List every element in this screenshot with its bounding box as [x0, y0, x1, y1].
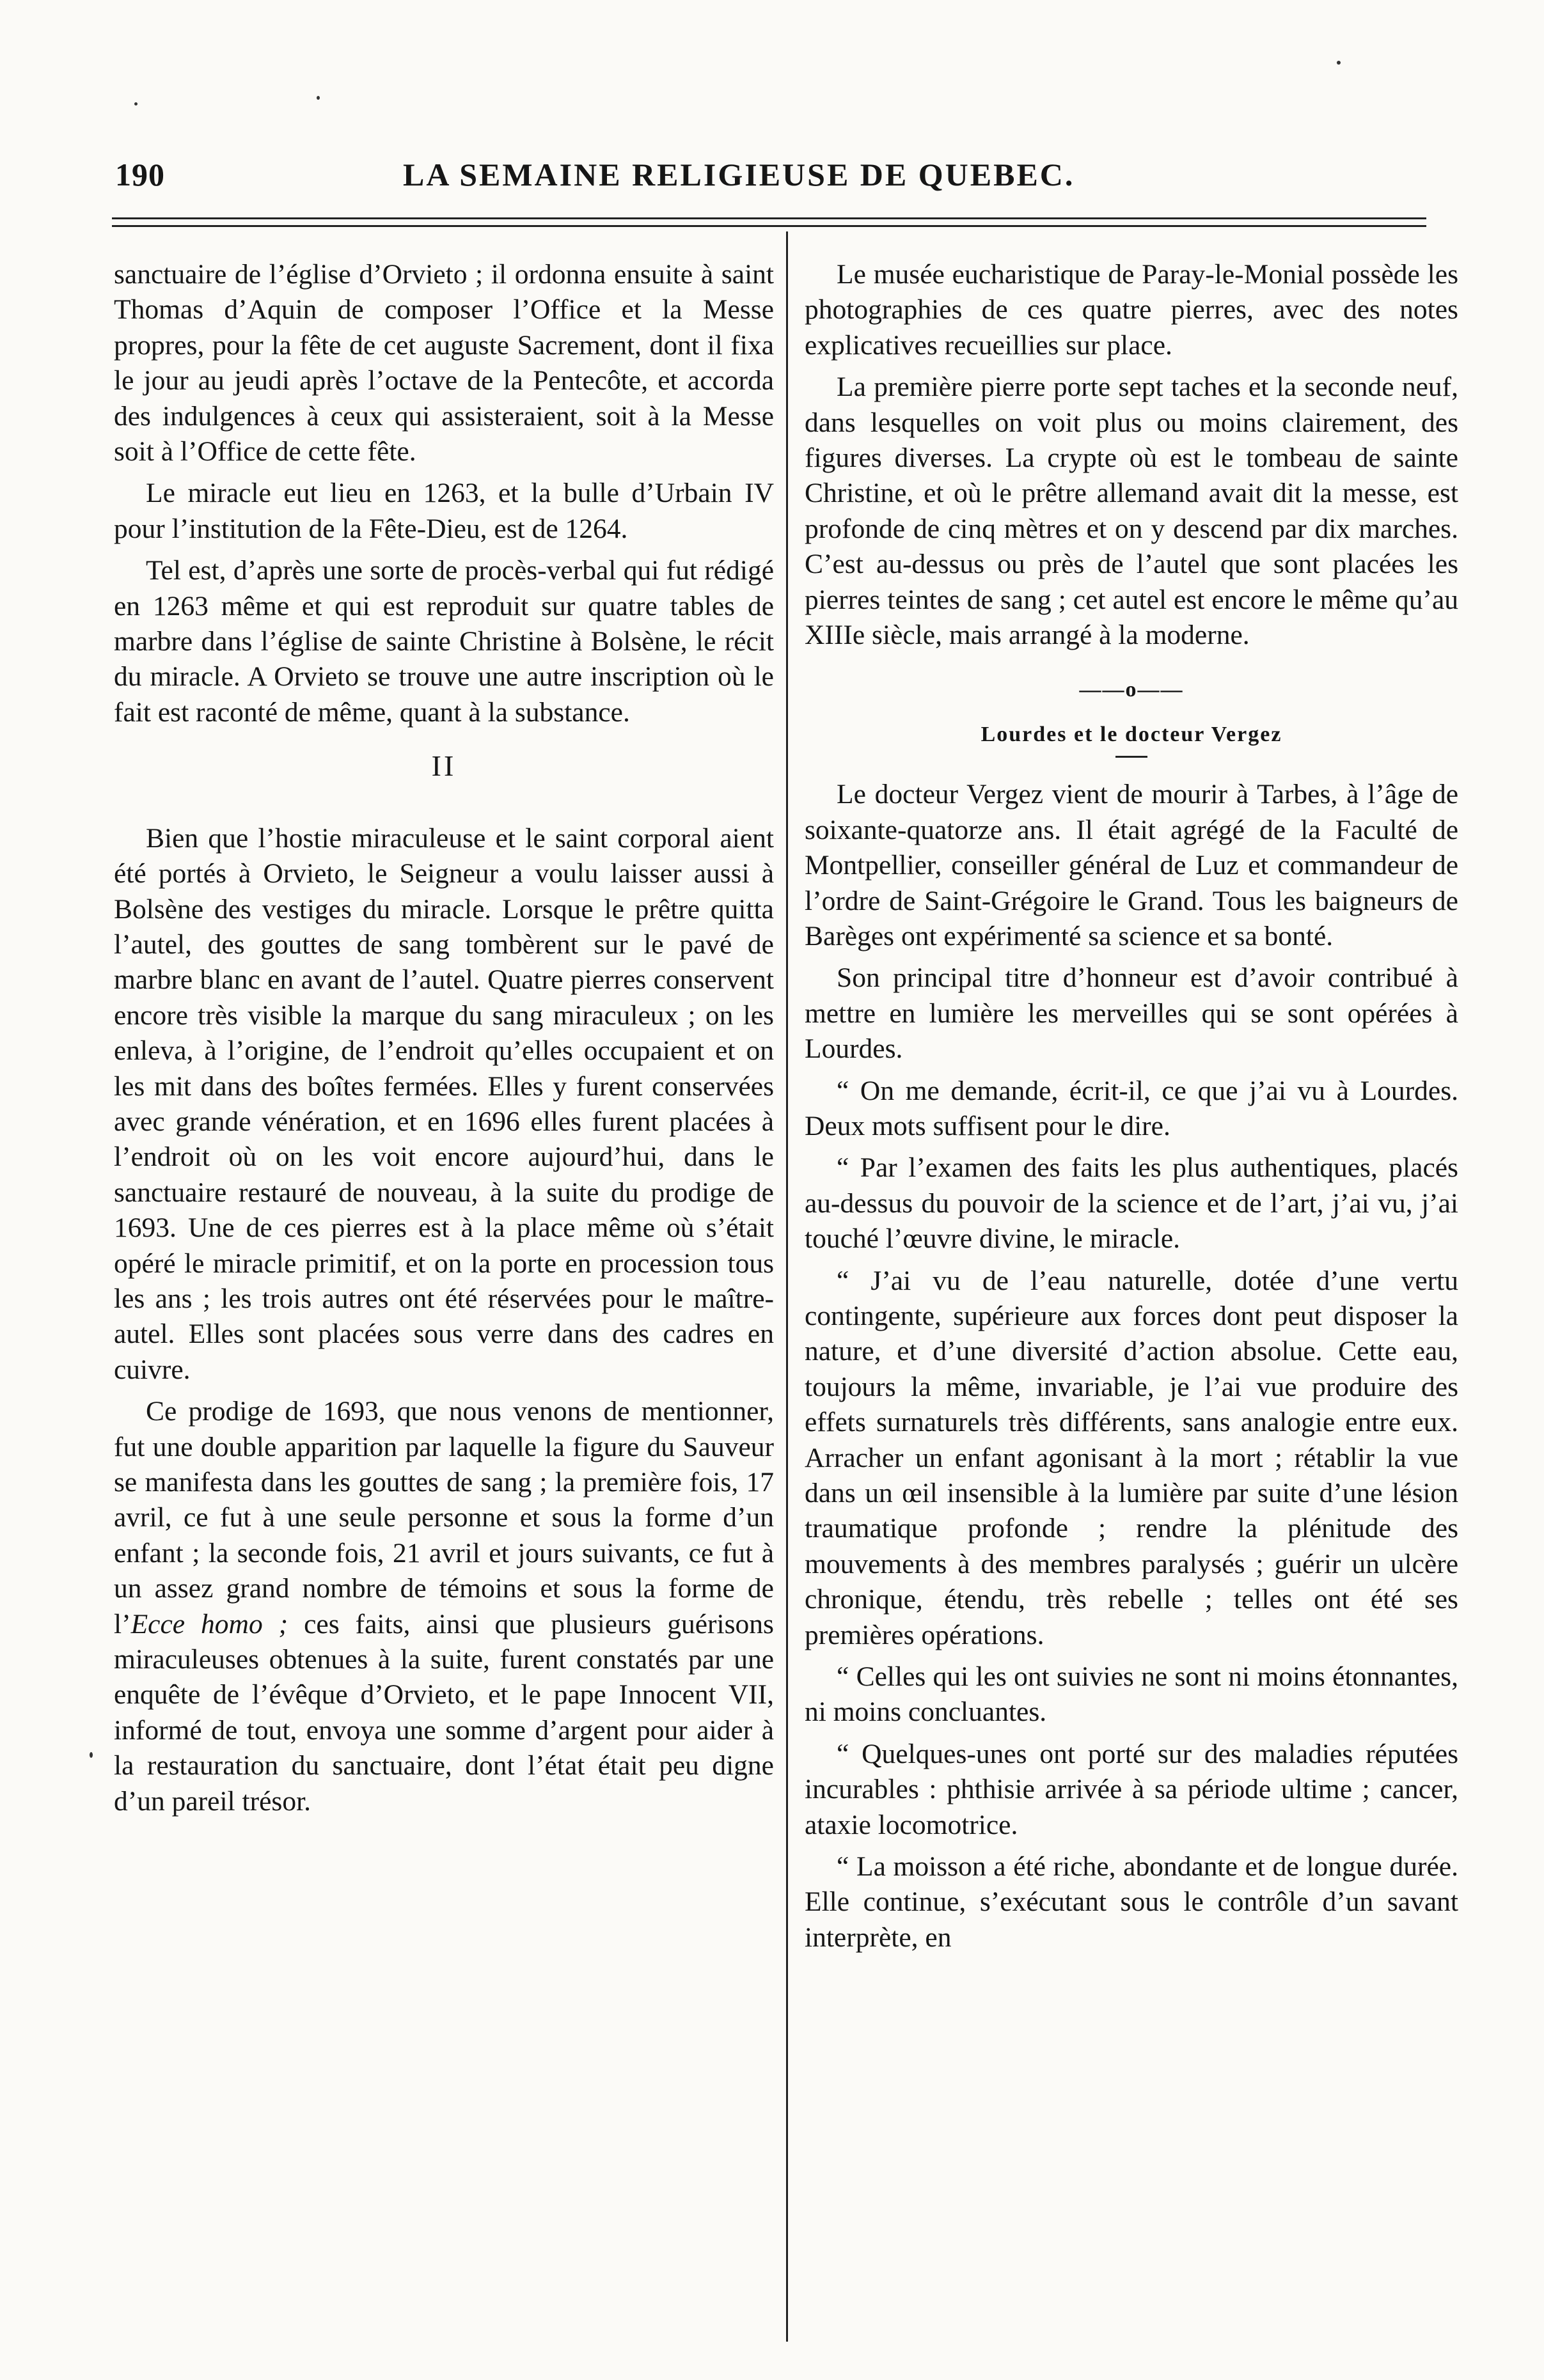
running-title: LA SEMAINE RELIGIEUSE DE QUEBEC.: [403, 157, 1075, 192]
paragraph: [114, 1394, 774, 1819]
paragraph: “ On me demande, écrit-il, ce que j’ai vu à Lourdes. Deux mots suffisent pour le dire.: [805, 1075, 1458, 1141]
scan-speck: [317, 96, 320, 100]
left-column: [114, 257, 774, 1826]
paragraph: Tel est, d’après une sorte de procès-verbal qui fut rédigé en 1263 même et qui est reproduit sur quatre tables de marbre dans l’église de sainte Christine à Bolsène, le récit du miracle. A Orvieto se trouve une autre inscription où le fait est raconté de même, quant à la substance.: [114, 555, 774, 728]
paragraph: “ Quelques-unes ont porté sur des maladies réputées incurables : phthisie arrivée à sa période ultime ; cancer, ataxie locomotrice.: [805, 1738, 1458, 1840]
paragraph: “ La moisson a été riche, abondante et de longue durée. Elle continue, s’exécutant sous le contrôle d’un savant interprète, en: [805, 1851, 1458, 1953]
scan-speck: [90, 1752, 93, 1758]
column-divider: [786, 231, 788, 2342]
page-header: [109, 147, 1439, 205]
paragraph: La première pierre porte sept taches et la seconde neuf, dans lesquelles on voit plus ou moins clairement, des figures diverses. La crypte où est le tombeau de sainte Christine, et où le prêtre allemand avait dit la messe, est profonde de cinq mètres et on y descend par dix marches. C’est au-dessus ou près de l’autel que sont placées les pierres teintes de sang ; cet autel est encore le même qu’au XIIIe siècle, mais arrangé à la moderne.: [805, 372, 1458, 651]
section-numeral: II: [431, 749, 457, 783]
scan-speck: [1337, 61, 1341, 65]
header-rule-top: [112, 217, 1426, 219]
paragraph: Le docteur Vergez vient de mourir à Tarbes, à l’âge de soixante-quatorze ans. Il était agrégé de la Faculté de Montpellier, conseiller général de Luz et commandeur de l’ordre de Saint-Grégoire le Grand. Tous les baigneurs de Barèges ont expérimenté sa science et sa bonté.: [805, 779, 1458, 951]
article-title: Lourdes et le docteur Vergez: [981, 722, 1282, 746]
paragraph: Le miracle eut lieu en 1263, et la bulle d’Urbain IV pour l’institution de la Fête-Dieu, est de 1264.: [114, 478, 774, 544]
paragraph: sanctuaire de l’église d’Orvieto ; il ordonna ensuite à saint Thomas d’Aquin de composer l’Office et la Messe propres, pour la fête de cet auguste Sacrement, dont il fixa le jour au jeudi après l’octave de la Pentecôte, et accorda des indulgences à ceux qui assisteraient, soit à la Messe soit à l’Office de cette fête.: [114, 259, 774, 467]
title-dash: [1115, 756, 1147, 758]
paragraph: “ Par l’examen des faits les plus authentiques, placés au-dessus du pouvoir de la science et de l’art, j’ai vu, j’ai touché l’œuvre divine, le miracle.: [805, 1152, 1458, 1255]
right-column: [805, 257, 1458, 1962]
italic-phrase: Ecce homo ;: [130, 1608, 288, 1640]
paragraph: Son principal titre d’honneur est d’avoir contribué à mettre en lumière les merveilles qui se sont opérées à Lourdes.: [805, 962, 1458, 1065]
paragraph: Bien que l’hostie miraculeuse et le saint corporal aient été portés à Orvieto, le Seigneur a voulu laisser aussi à Bolsène des vestiges du miracle. Lorsque le prêtre quitta l’autel, des gouttes de sang tombèrent sur le pavé de marbre blanc en avant de l’autel. Quatre pierres conservent encore très visible la marque du sang miraculeux ; on les enleva, à l’origine, de l’endroit qu’elles occupaient et on les mit dans des boîtes fermées. Elles y furent conservées avec grande vénération, et en 1696 elles furent placées à l’endroit où on les voit encore aujourd’hui, dans le sanctuaire restauré de nouveau, à la suite du prodige de 1693. Une de ces pierres est à la place même où s’était opéré le miracle primitif, et on la porte en procession tous les ans ; les trois autres ont été réservées pour le maître-autel. Elles sont placées sous verre dans des cadres en cuivre.: [114, 822, 774, 1385]
paragraph: Le musée eucharistique de Paray-le-Monial possède les photographies de ces quatre pierres, avec des notes explicatives recueillies sur place.: [805, 259, 1458, 361]
paragraph-text: Ce prodige de 1693, que nous venons de mentionner, fut une double apparition par laquelle la figure du Sauveur se manifesta dans les gouttes de sang ; la première fois, 17 avril, ce fut à une seule personne et sous la forme d’un enfant ; la seconde fois, 21 avril et jours suivants, ce fut à un assez grand nombre de témoins et sous la forme de l’: [114, 1396, 774, 1640]
paragraph: “ J’ai vu de l’eau naturelle, dotée d’une vertu contingente, supérieure aux forces dont peut disposer la nature, et d’une diversité d’action absolue. Cette eau, toujours la même, invariable, je l’ai vue produire des effets surnaturels très différents, sans analogie entre eux. Arracher un enfant agonisant à la mort ; rétablir la vue dans un œil insensible à la lumière par suite d’une lésion traumatique profonde ; rendre la plénitude des mouvements à des membres paralysés ; guérir un ulcère chronique, étendu, très rebelle ; telles ont été ses premières opérations.: [805, 1265, 1458, 1650]
paragraph-text: ces faits, ainsi que plusieurs guérisons miraculeuses obtenues à la suite, furent constatés par une enquête de l’évêque d’Orvieto, et le pape Innocent VII, informé de tout, envoya une somme d’argent pour aider à la restauration du sanctuaire, dont l’état était peu digne d’un pareil trésor.: [114, 1608, 774, 1817]
paragraph: “ Celles qui les ont suivies ne sont ni moins étonnantes, ni moins concluantes.: [805, 1661, 1458, 1728]
header-rule-bottom: [112, 225, 1426, 227]
page-number: 190: [115, 157, 165, 192]
scan-speck: [134, 102, 138, 106]
section-ornament: ——o——: [1079, 678, 1184, 702]
